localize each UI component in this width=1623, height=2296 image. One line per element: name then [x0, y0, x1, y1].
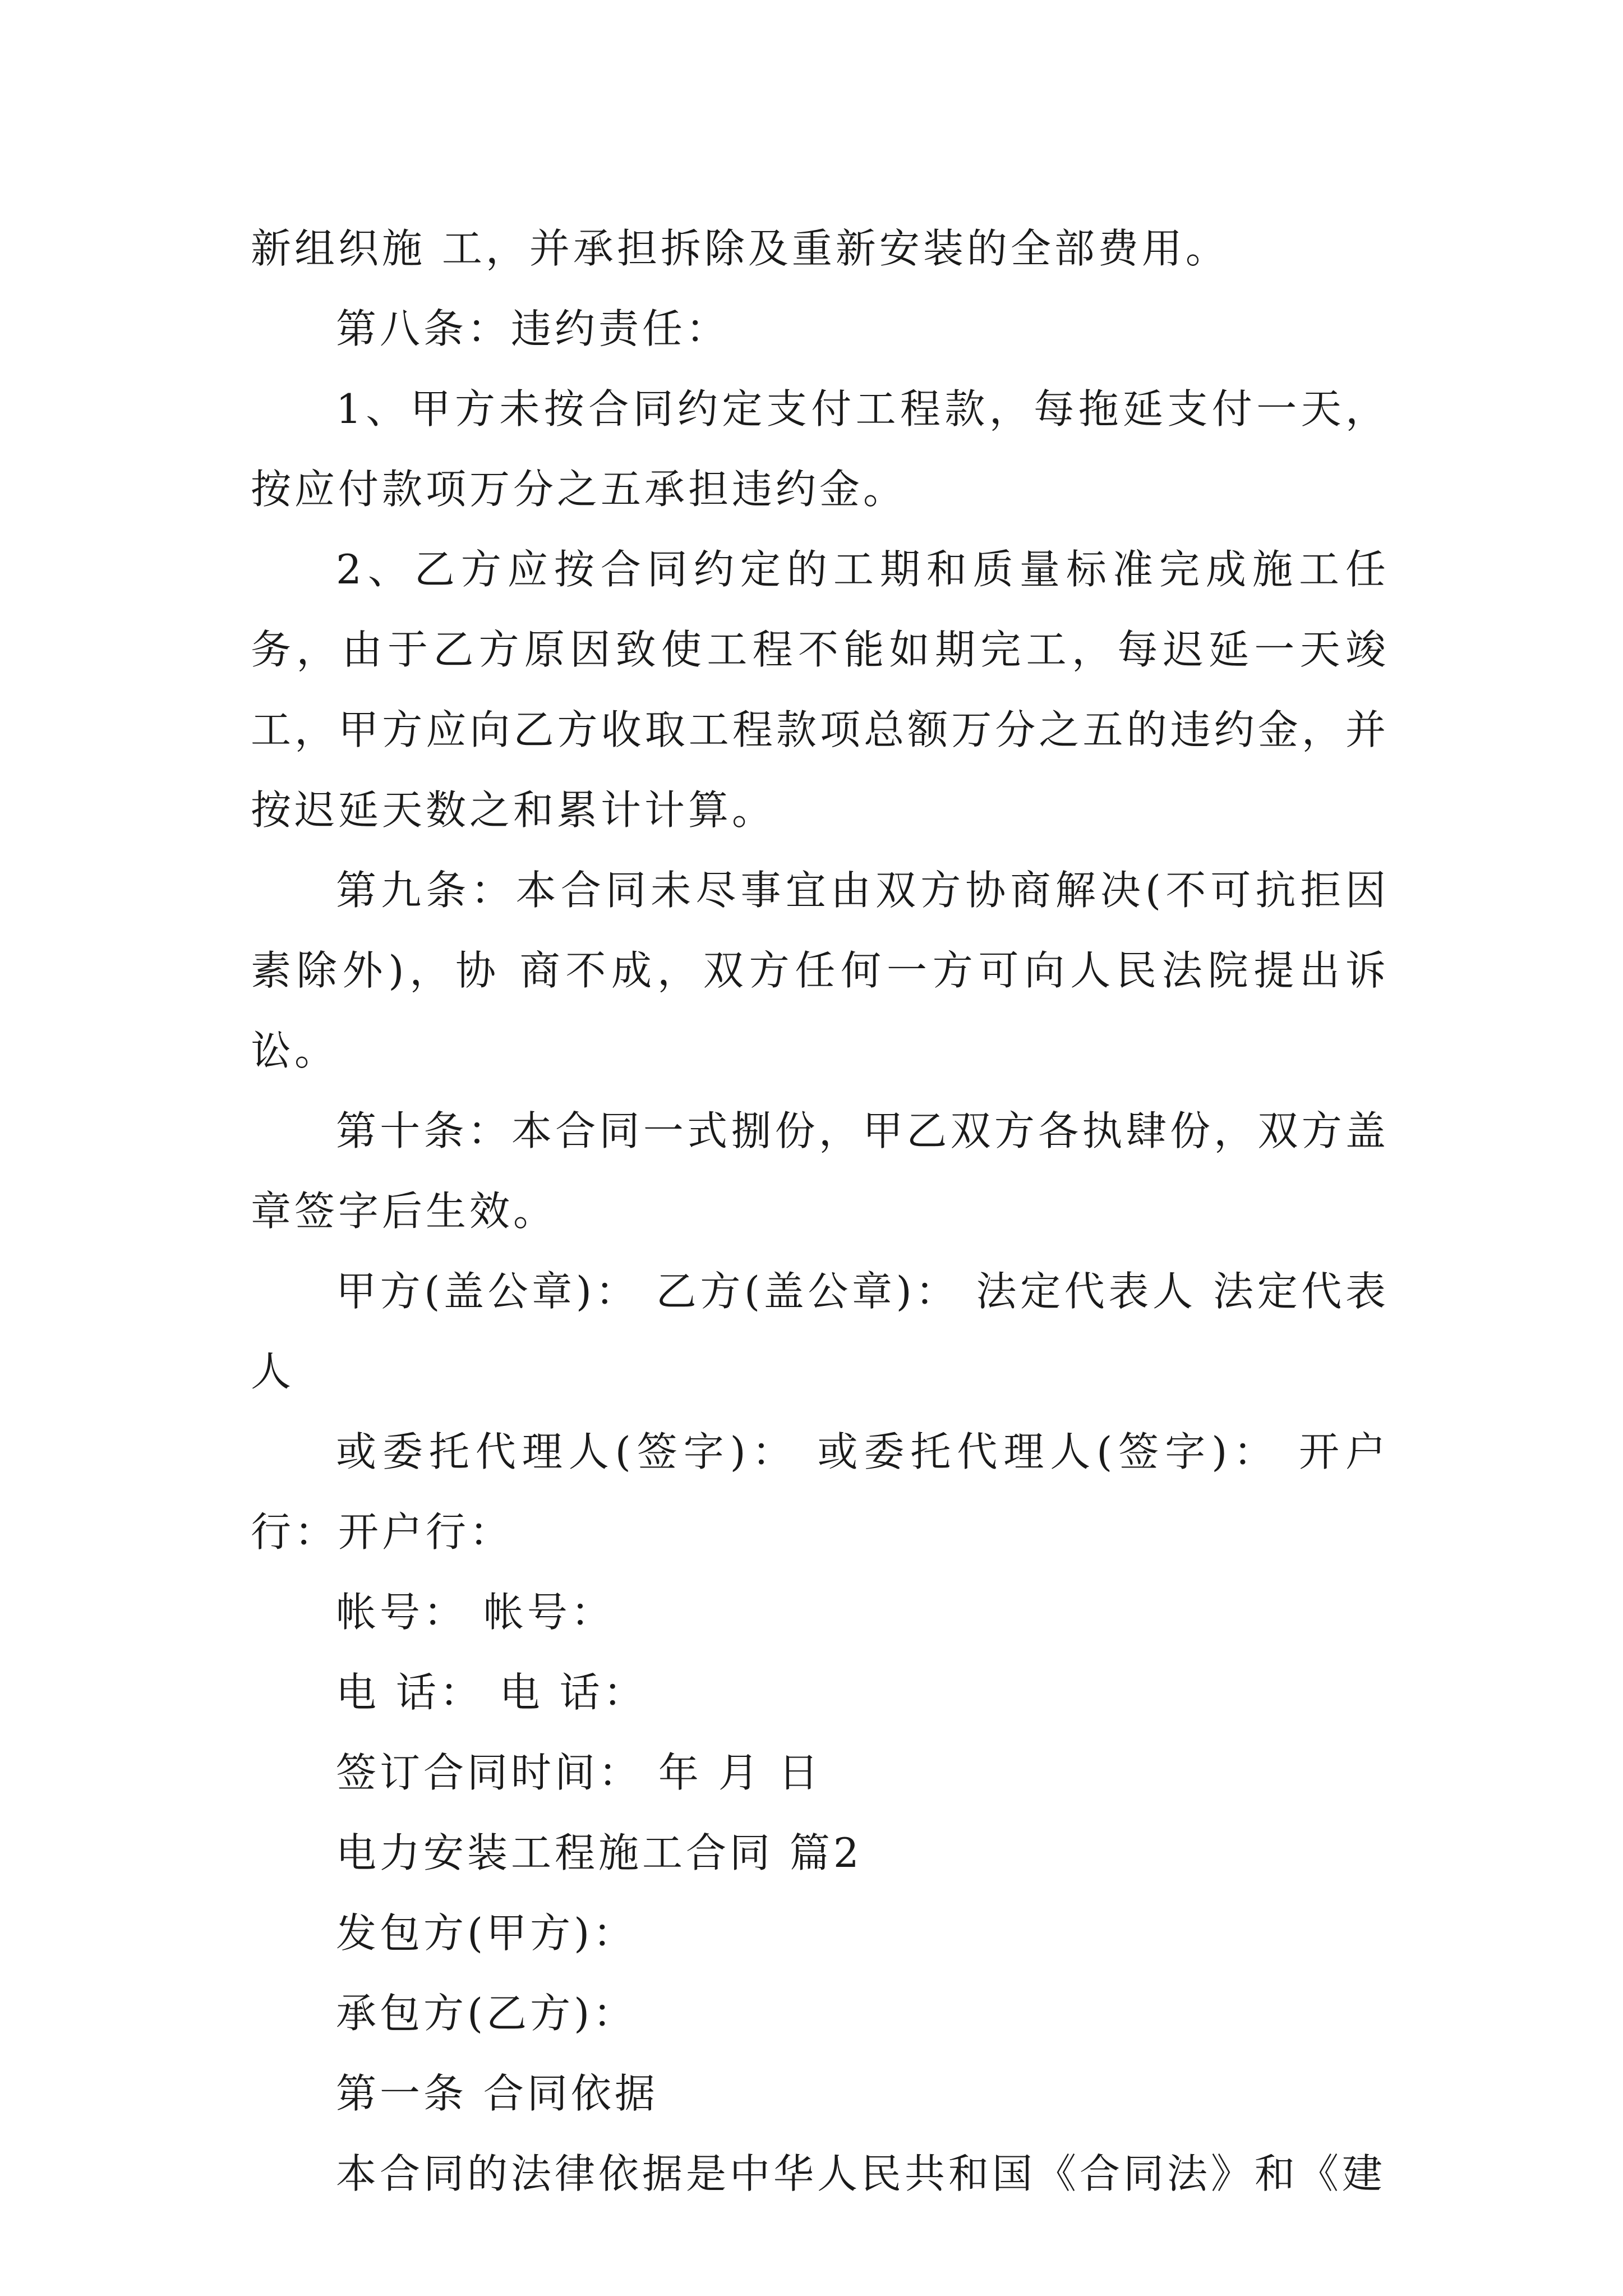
article-10: 第十条：本合同一式捌份，甲乙双方各执肆份，双方盖章签字后生效。: [251, 1107, 1389, 1235]
paragraph-continuation: 新组织施 工，并承担拆除及重新安装的全部费用。: [251, 225, 1229, 272]
article-9: 第九条：本合同未尽事宜由双方协商解决(不可抗拒因素除外)，协 商不成，双方任何一方可向人民法院提出诉讼。: [251, 867, 1389, 1074]
signature-agents: 或委托代理人(签字)： 或委托代理人(签字)： 开户行：开户行：: [251, 1428, 1389, 1556]
contractor-party-line: 承包方(乙方)：: [336, 1990, 637, 2037]
employer-party-line: 发包方(甲方)：: [336, 1910, 637, 1957]
phone-line: 电 话： 电 话：: [336, 1669, 647, 1716]
contract-text: [251, 209, 1389, 2214]
signature-parties: 甲方(盖公章)： 乙方(盖公章)： 法定代表人 法定代表人: [251, 1268, 1389, 1395]
article-8-heading: 第八条：违约责任：: [336, 305, 730, 352]
signing-date-line: 签订合同时间： 年 月 日: [336, 1749, 822, 1796]
contract-title-part-2: 电力安装工程施工合同 篇2: [336, 1829, 863, 1876]
article-1-heading: 第一条 合同依据: [336, 2070, 658, 2117]
account-number-line: 帐号： 帐号：: [336, 1589, 615, 1636]
article-8-clause-1: 1、甲方未按合同约定支付工程款，每拖延支付一天，按应付款项万分之五承担违约金。: [251, 385, 1389, 513]
article-1-body: 本合同的法律依据是中华人民共和国《合同法》和《建: [336, 2150, 1386, 2197]
article-8-clause-2: 2、乙方应按合同约定的工期和质量标准完成施工任务，由于乙方原因致使工程不能如期完工，每迟延一天竣工，甲方应向乙方收取工程款项总额万分之五的违约金，并按迟延天数之和累计计算。: [251, 546, 1389, 834]
